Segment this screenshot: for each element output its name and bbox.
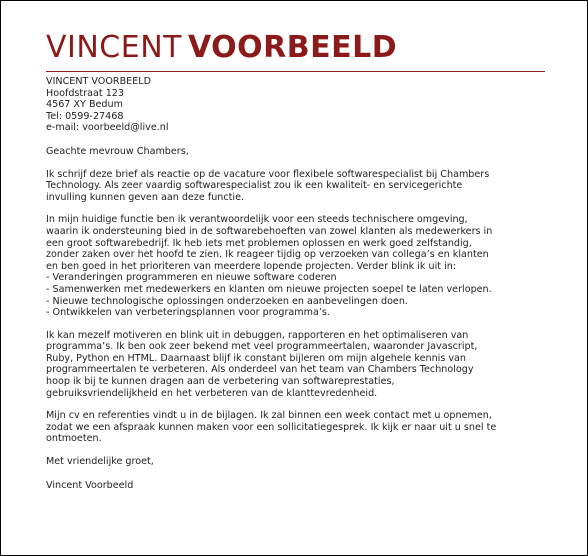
paragraph-line: Mijn cv en referenties vindt u in de bijlagen. Ik zal binnen een week contact met u opnemen, [46,410,492,422]
header-divider [46,71,545,72]
paragraph-2 [46,214,551,318]
header-first-name: VINCENT [46,30,182,65]
list-item: - Ontwikkelen van verbeteringsplannen voor programma’s. [46,307,330,319]
paragraph-line: zonder zaken over het hoofd te zien. Ik reageer tijdig op verzoeken van collega’s en klanten [46,249,489,261]
paragraph-1 [46,169,551,204]
paragraph-line: gebruiksvriendelijkheid en het verbeteren van de klanttevredenheid. [46,387,378,399]
sender-phone: Tel: 0599-27468 [46,110,124,122]
header-last-name: VOORBEELD [187,30,398,65]
letter-header-name [46,31,397,65]
list-item: - Veranderingen programmeren en nieuwe software coderen [46,272,337,284]
salutation: Geachte mevrouw Chambers, [46,145,189,157]
sender-street: Hoofdstraat 123 [46,87,125,99]
paragraph-line: Ik kan mezelf motiveren en blink uit in debuggen, rapporteren en het optimaliseren van [46,329,469,341]
closing: Met vriendelijke groet, [46,456,154,468]
paragraph-line: waarin ik ondersteuning bied in de softwarebehoeften van zowel klanten als medewerkers in [46,225,493,237]
paragraph-line: hoop ik bij te kunnen dragen aan de verbetering van softwareprestaties, [46,376,395,388]
paragraph-line: In mijn huidige functie ben ik verantwoordelijk voor een steeds technischere omgeving, [46,214,468,226]
paragraph-line: programmeertalen te verbeteren. Als onderdeel van het team van Chambers Technology [46,364,474,376]
sender-city: 4567 XY Bedum [46,99,123,111]
letter-body [46,76,551,491]
paragraph-3 [46,330,551,400]
paragraph-line: Technology. Als zeer vaardig softwarespecialist zou ik een kwaliteit- en servicegerichte [46,180,463,192]
signature-name: Vincent Voorbeeld [46,479,134,491]
list-item: - Nieuwe technologische oplossingen onderzoeken en aanbevelingen doen. [46,295,408,307]
paragraph-line: en ben goed in het prioriteren van meerdere lopende projecten. Verder blink ik uit in: [46,260,457,272]
list-item: - Samenwerken met medewerkers en klanten om nieuwe projecten soepel te laten verlopen. [46,283,492,295]
paragraph-line: Ik schrijf deze brief als reactie op de vacature voor flexibele softwarespecialist bij Chambers [46,168,490,180]
paragraph-line: Ruby, Python en HTML. Daarnaast blijf ik constant bijleren om mijn algehele kennis van [46,352,467,364]
paragraph-line: invulling kunnen geven aan deze functie. [46,191,245,203]
paragraph-line: programma’s. Ik ben ook zeer bekend met veel programmeertalen, waaronder Javascript, [46,341,478,353]
sender-address [46,76,551,134]
sender-email: e-mail: voorbeeld@live.nl [46,122,169,134]
sender-name: VINCENT VOORBEELD [46,76,152,87]
paragraph-line: zodat we een afspraak kunnen maken voor een sollicitatiegesprek. Ik kijk er naar uit u snel te [46,421,497,433]
paragraph-4 [46,410,551,445]
paragraph-line: een groot softwarebedrijf. Ik heb iets met problemen oplossen en werk goed zelfstandig, [46,237,472,249]
paragraph-line: ontmoeten. [46,433,102,445]
